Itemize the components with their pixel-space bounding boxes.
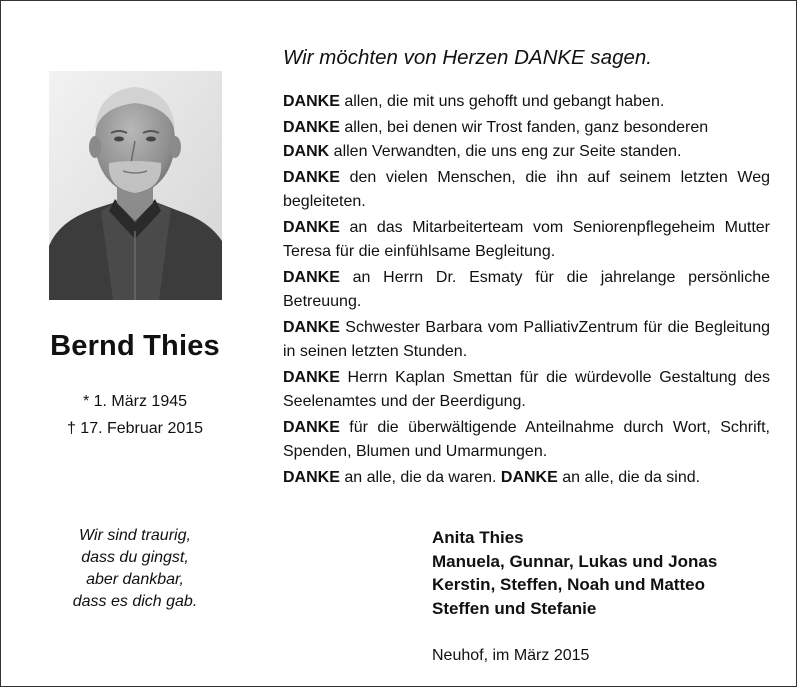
thanks-paragraph: DANKE allen, bei denen wir Trost fanden, ganz besonderen [283, 118, 709, 136]
thanks-paragraph: DANKE für die überwältigende Anteilnahme durch Wort, Schrift, Spenden, Blumen und Umarmungen. [283, 418, 770, 460]
thanks-list [283, 90, 770, 491]
poem-line: Wir sind traurig, [79, 527, 191, 544]
poem-line: dass du gingst, [81, 549, 189, 566]
thanks-paragraph: DANKE den vielen Menschen, die ihn auf seinem letzten Weg begleiteten. [283, 168, 770, 210]
thanks-paragraph: DANKE Herrn Kaplan Smettan für die würdevolle Gestaltung des Seelenamtes und der Beerdigung. [283, 368, 770, 410]
headline: Wir möchten von Herzen DANKE sagen. [283, 46, 652, 69]
signer-line: Anita Thies [432, 528, 524, 547]
poem-line: dass es dich gab. [72, 593, 198, 610]
place-date: Neuhof, im März 2015 [432, 647, 590, 664]
thanks-paragraph: DANKE Schwester Barbara vom PalliativZentrum für die Begleitung in seinen letzten Stunden. [283, 318, 770, 360]
poem-line: aber dankbar, [86, 571, 184, 588]
birth-date: * 1. März 1945 [82, 393, 188, 410]
deceased-name: Bernd Thies [50, 330, 220, 362]
signer-line: Manuela, Gunnar, Lukas und Jonas [432, 551, 718, 571]
signer-line: Steffen und Stefanie [432, 598, 597, 618]
death-date: † 17. Februar 2015 [66, 420, 204, 437]
thanks-closing: DANKE an alle, die da waren. DANKE an alle, die da sind. [283, 468, 701, 486]
thanks-paragraph: DANK allen Verwandten, die uns eng zur Seite standen. [283, 143, 682, 160]
memorial-poem [0, 525, 270, 613]
signers [432, 526, 717, 620]
portrait-illustration [49, 71, 222, 300]
life-dates [0, 388, 270, 442]
thanks-paragraph: DANKE allen, die mit uns gehofft und gebangt haben. [283, 93, 665, 110]
signer-line: Kerstin, Steffen, Noah und Matteo [432, 575, 705, 594]
thanks-paragraph: DANKE an das Mitarbeiterteam vom Seniorenpflegeheim Mutter Teresa für die einfühlsame Begleitung. [283, 218, 770, 260]
portrait-photo [49, 71, 222, 300]
thanks-paragraph: DANKE an Herrn Dr. Esmaty für die jahrelange persönliche Betreuung. [283, 268, 770, 310]
